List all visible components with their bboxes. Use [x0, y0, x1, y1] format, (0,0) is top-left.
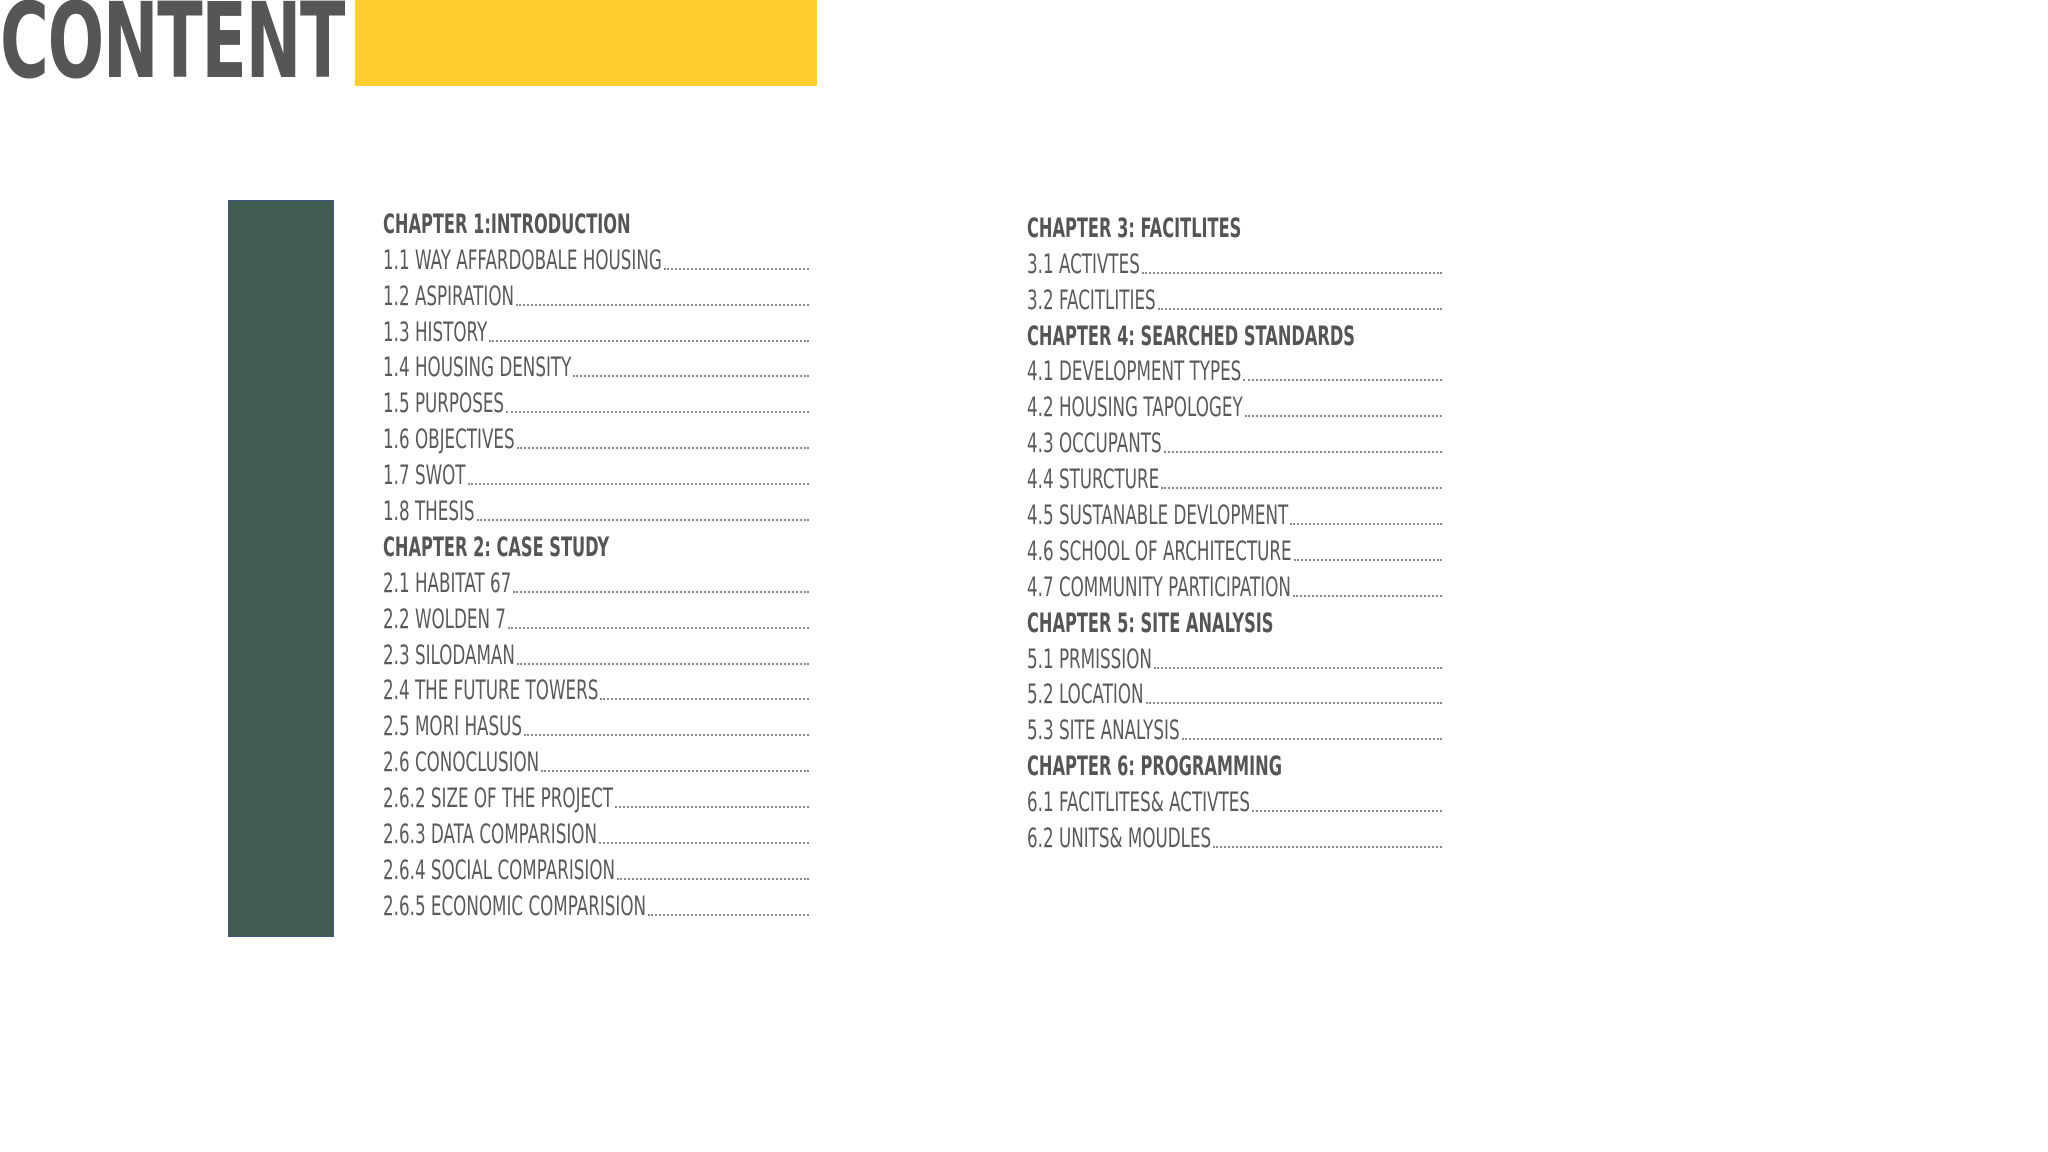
- toc-entry: [1027, 641, 1442, 677]
- toc-dot-leader: [524, 732, 809, 736]
- toc-dot-leader: [1290, 521, 1442, 525]
- toc-chapter-title: CHAPTER 2: CASE STUDY: [383, 531, 610, 563]
- toc-dot-leader: [489, 338, 809, 342]
- toc-chapter-heading: [1027, 318, 1442, 354]
- toc-dot-leader: [1142, 270, 1442, 274]
- toc-entry: [383, 242, 809, 278]
- toc-dot-leader: [468, 481, 809, 485]
- toc-entry-label: 1.2 ASPIRATION: [383, 280, 515, 312]
- toc-entry-label: 4.3 OCCUPANTS: [1027, 428, 1162, 460]
- toc-entry-label: 2.4 THE FUTURE TOWERS: [383, 675, 599, 707]
- toc-entry: [1027, 354, 1442, 390]
- toc-chapter-title: CHAPTER 1:INTRODUCTION: [383, 208, 631, 240]
- toc-chapter-heading: [1027, 605, 1442, 641]
- toc-entry-label: 6.2 UNITS& MOUDLES: [1027, 823, 1212, 855]
- toc-entry-label: 1.8 THESIS: [383, 496, 475, 528]
- toc-dot-leader: [1164, 449, 1442, 453]
- toc-entry-label: 1.7 SWOT: [383, 460, 466, 492]
- toc-entry-label: 3.1 ACTIVTES: [1027, 248, 1140, 280]
- toc-dot-leader: [1294, 557, 1442, 561]
- toc-entry-label: 1.3 HISTORY: [383, 316, 488, 348]
- toc-entry-label: 2.6.5 ECONOMIC COMPARISION: [383, 890, 647, 922]
- toc-chapter-title: CHAPTER 3: FACITLITES: [1027, 212, 1242, 244]
- toc-entry: [383, 816, 809, 852]
- toc-dot-leader: [1182, 736, 1442, 740]
- toc-entry: [383, 780, 809, 816]
- toc-dot-leader: [600, 696, 809, 700]
- toc-chapter-heading: [383, 529, 809, 565]
- toc-chapter-title: CHAPTER 5: SITE ANALYSIS: [1027, 607, 1274, 639]
- toc-entry-label: 1.5 PURPOSES: [383, 388, 505, 420]
- toc-entry: [1027, 282, 1442, 318]
- toc-entry-label: 4.4 STURCTURE: [1027, 464, 1160, 496]
- toc-dot-leader: [506, 409, 809, 413]
- toc-dot-leader: [541, 768, 809, 772]
- toc-entry: [1027, 820, 1442, 856]
- toc-entry-label: 4.5 SUSTANABLE DEVLOPMENT: [1027, 500, 1289, 532]
- toc-entry-label: 3.2 FACITLITIES: [1027, 284, 1156, 316]
- toc-dot-leader: [508, 625, 809, 629]
- page-title: CONTENT: [0, 0, 345, 102]
- toc-entry: [383, 637, 809, 673]
- toc-entry: [1027, 425, 1442, 461]
- toc-entry-label: 5.1 PRMISSION: [1027, 643, 1152, 675]
- toc-dot-leader: [1161, 485, 1442, 489]
- toc-dot-leader: [573, 373, 809, 377]
- toc-entry: [383, 314, 809, 350]
- toc-dot-leader: [1243, 377, 1442, 381]
- title-accent-bar: [355, 0, 817, 86]
- toc-entry-label: 2.6.4 SOCIAL COMPARISION: [383, 854, 616, 886]
- toc-entry: [383, 278, 809, 314]
- toc-entry-label: 1.1 WAY AFFARDOBALE HOUSING: [383, 244, 662, 276]
- toc-entry: [1027, 461, 1442, 497]
- toc-dot-leader: [1293, 593, 1442, 597]
- toc-dot-leader: [1158, 306, 1442, 310]
- toc-entry: [1027, 712, 1442, 748]
- toc-entry: [1027, 389, 1442, 425]
- toc-dot-leader: [1245, 413, 1442, 417]
- toc-entry: [383, 601, 809, 637]
- toc-dot-leader: [1213, 844, 1442, 848]
- toc-entry: [383, 708, 809, 744]
- side-decorative-block: [228, 200, 334, 937]
- toc-entry-label: 2.6 CONOCLUSION: [383, 747, 540, 779]
- toc-entry-label: 2.6.2 SIZE OF THE PROJECT: [383, 783, 614, 815]
- toc-chapter-title: CHAPTER 6: PROGRAMMING: [1027, 751, 1283, 783]
- toc-entry: [1027, 533, 1442, 569]
- toc-chapter-heading: [1027, 748, 1442, 784]
- toc-dot-leader: [599, 840, 809, 844]
- toc-entry-label: 2.5 MORI HASUS: [383, 711, 522, 743]
- toc-entry-label: 4.2 HOUSING TAPOLOGEY: [1027, 392, 1243, 424]
- toc-entry-label: 1.6 OBJECTIVES: [383, 424, 515, 456]
- toc-entry: [383, 421, 809, 457]
- toc-dot-leader: [1252, 808, 1442, 812]
- toc-left-column: [383, 206, 809, 924]
- toc-dot-leader: [477, 517, 809, 521]
- toc-entry-label: 5.2 LOCATION: [1027, 679, 1144, 711]
- toc-entry-label: 1.4 HOUSING DENSITY: [383, 352, 572, 384]
- toc-entry: [383, 457, 809, 493]
- toc-dot-leader: [664, 266, 809, 270]
- toc-entry-label: 2.1 HABITAT 67: [383, 567, 512, 599]
- toc-entry: [1027, 677, 1442, 713]
- toc-entry: [383, 852, 809, 888]
- toc-entry: [383, 744, 809, 780]
- toc-dot-leader: [1146, 700, 1442, 704]
- toc-dot-leader: [517, 661, 809, 665]
- toc-entry-label: 4.7 COMMUNITY PARTICIPATION: [1027, 571, 1291, 603]
- toc-entry: [1027, 784, 1442, 820]
- toc-entry: [383, 673, 809, 709]
- toc-chapter-heading: [1027, 210, 1442, 246]
- toc-dot-leader: [615, 804, 809, 808]
- toc-entry-label: 2.3 SILODAMAN: [383, 639, 515, 671]
- toc-chapter-title: CHAPTER 4: SEARCHED STANDARDS: [1027, 320, 1355, 352]
- toc-entry: [1027, 569, 1442, 605]
- toc-entry-label: 4.6 SCHOOL OF ARCHITECTURE: [1027, 535, 1292, 567]
- toc-entry: [1027, 246, 1442, 282]
- toc-dot-leader: [1154, 665, 1442, 669]
- toc-entry-label: 4.1 DEVELOPMENT TYPES: [1027, 356, 1242, 388]
- toc-dot-leader: [513, 589, 809, 593]
- toc-right-column: [1027, 210, 1442, 856]
- toc-entry: [383, 350, 809, 386]
- toc-entry: [383, 888, 809, 924]
- toc-chapter-heading: [383, 206, 809, 242]
- toc-entry-label: 2.6.3 DATA COMPARISION: [383, 819, 597, 851]
- toc-entry-label: 6.1 FACITLITES& ACTIVTES: [1027, 787, 1251, 819]
- toc-dot-leader: [648, 912, 809, 916]
- toc-dot-leader: [516, 302, 809, 306]
- toc-entry: [1027, 497, 1442, 533]
- toc-entry: [383, 385, 809, 421]
- toc-entry-label: 5.3 SITE ANALYSIS: [1027, 715, 1180, 747]
- toc-dot-leader: [517, 445, 809, 449]
- toc-dot-leader: [617, 876, 809, 880]
- toc-entry: [383, 493, 809, 529]
- toc-entry-label: 2.2 WOLDEN 7: [383, 603, 506, 635]
- toc-entry: [383, 565, 809, 601]
